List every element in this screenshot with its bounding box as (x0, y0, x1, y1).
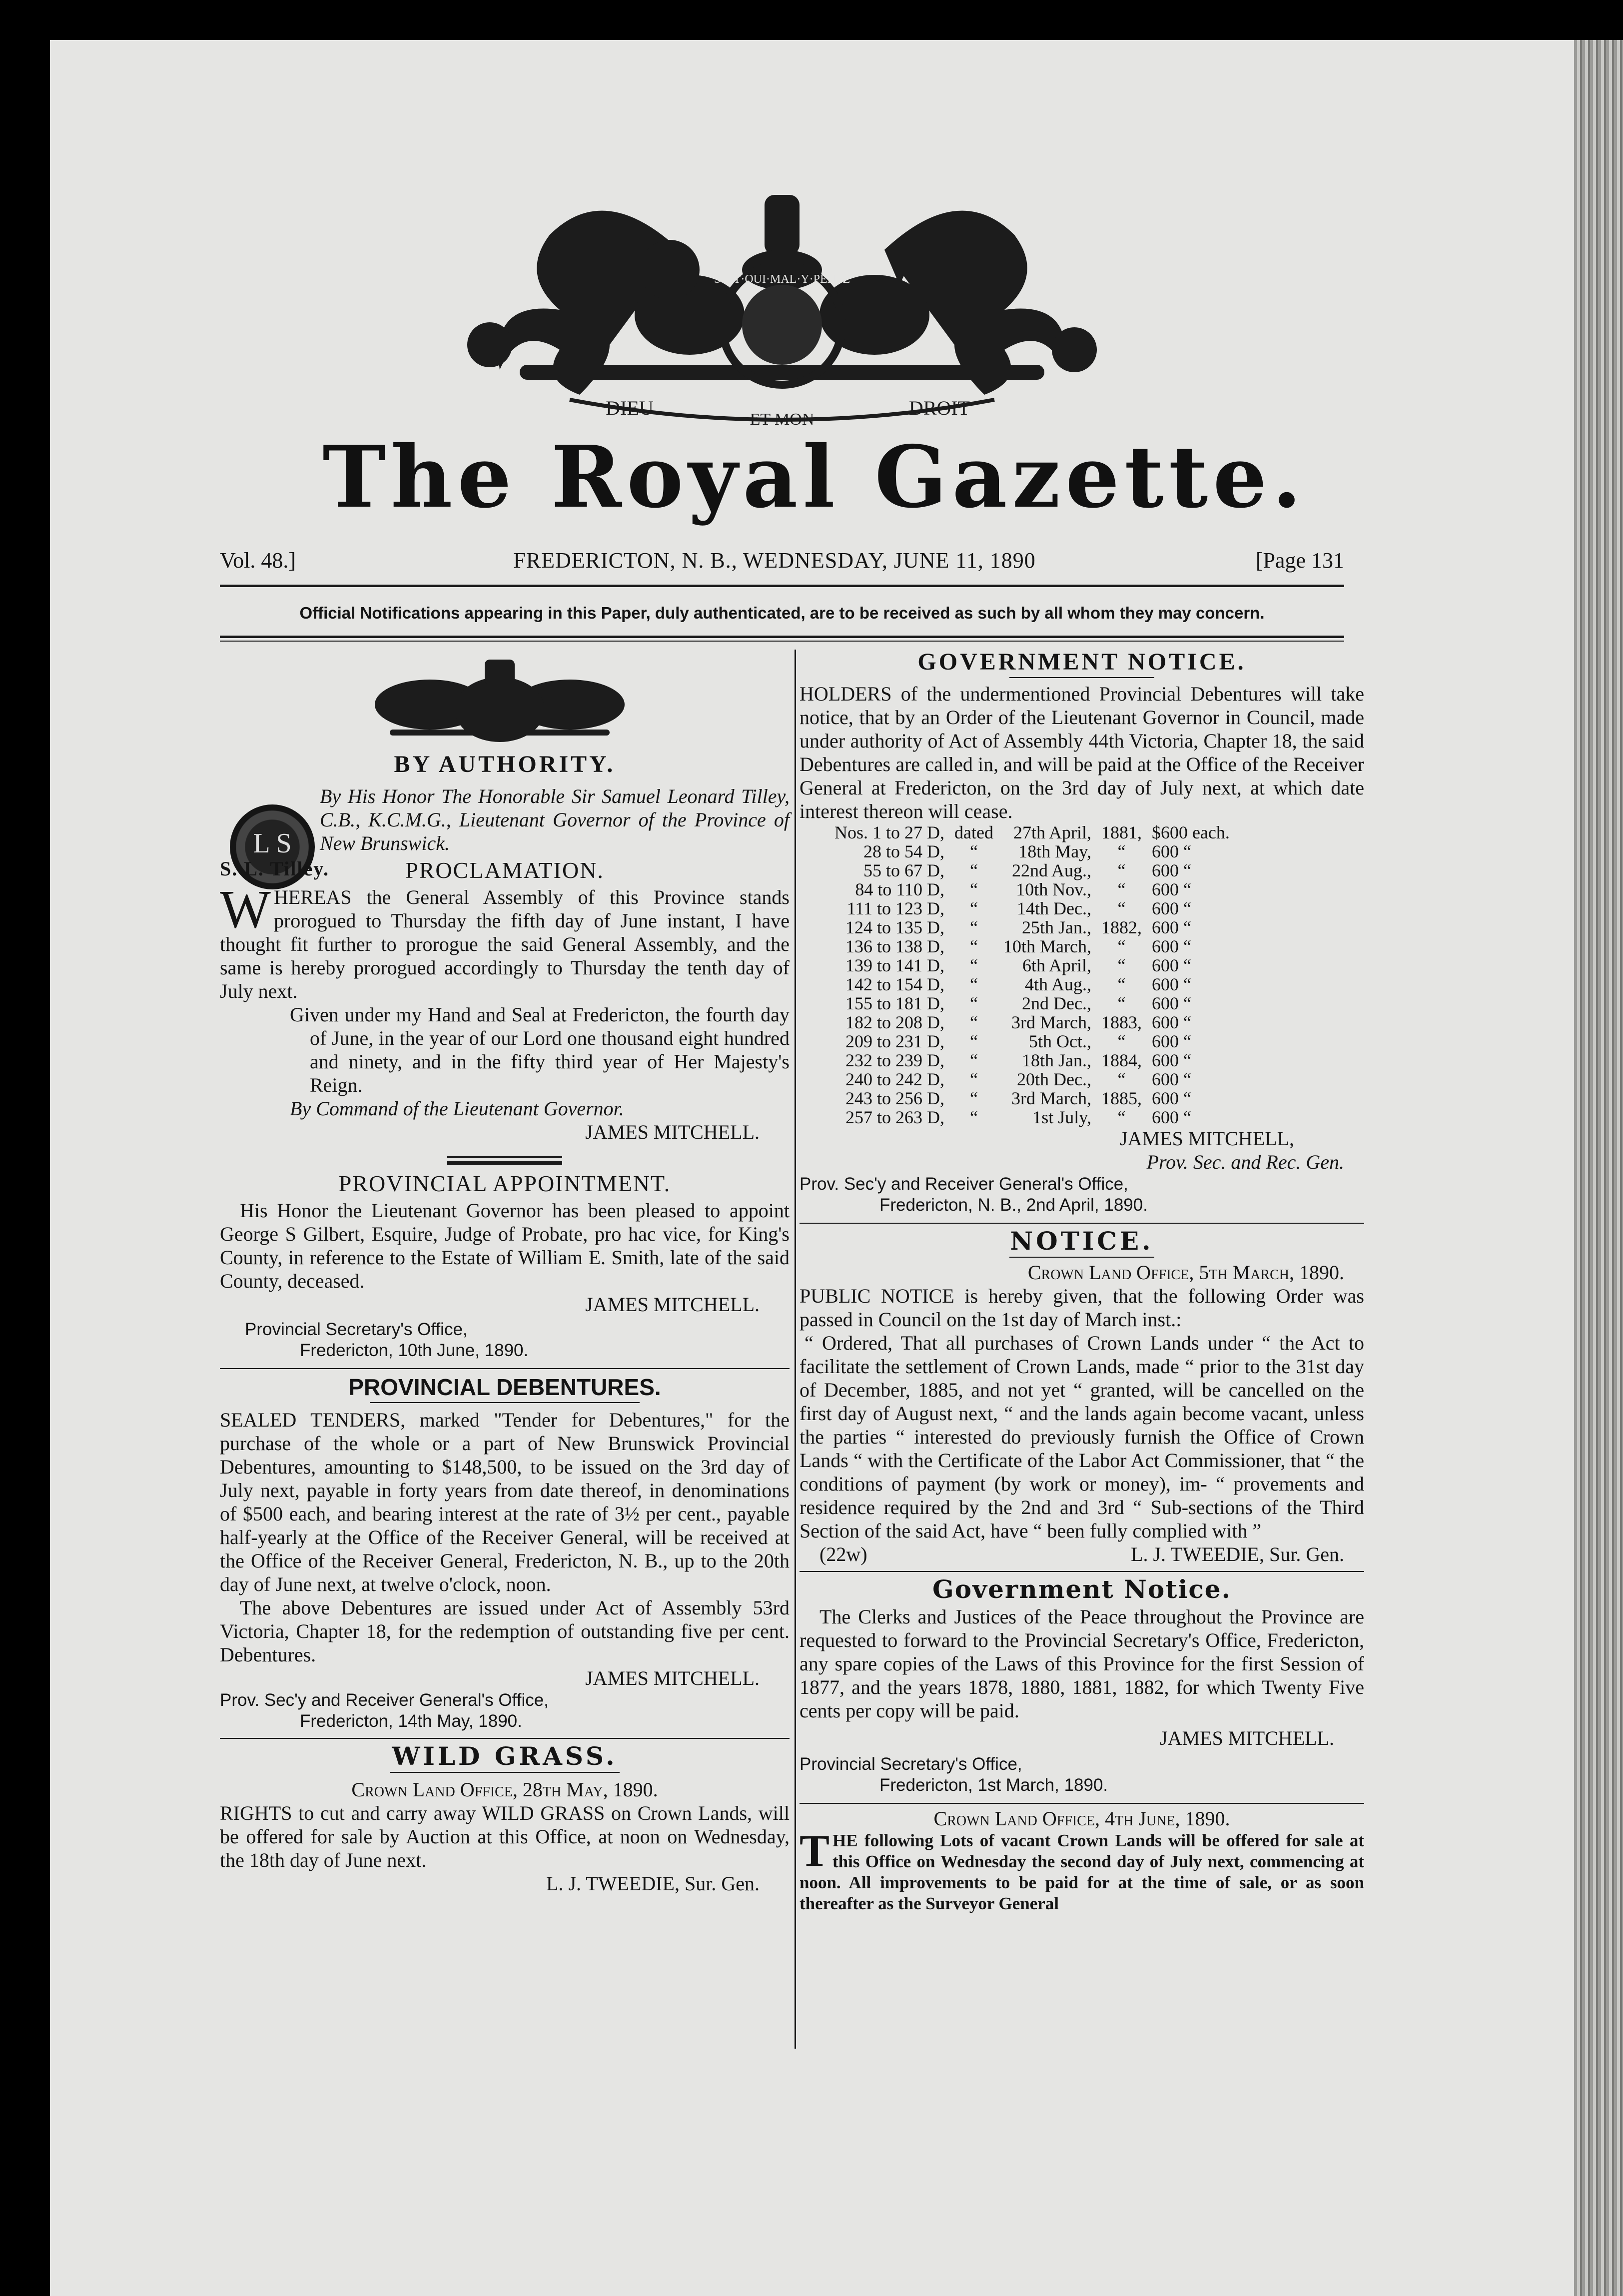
header-rule-bottom (220, 636, 1344, 638)
debenture-cell: “ (1117, 936, 1126, 956)
government-notice-office: Prov. Sec'y and Receiver General's Office, (800, 1174, 1128, 1194)
crest-motto-left: DIEU (606, 397, 654, 419)
debenture-cell: “ (970, 955, 978, 975)
wild-grass-signer: L. J. TWEEDIE, Sur. Gen. (546, 1872, 760, 1895)
seal-mark: L S (253, 828, 292, 859)
debenture-cell: 28 to 54 D, (863, 841, 945, 861)
wild-grass-body: RIGHTS to cut and carry away WILD GRASS on Crown Lands, will be offered for sale by Auction at this Office, at noon on Wednesday, the 18th day of June next. (220, 1802, 790, 1871)
page-stack-edge (1574, 40, 1623, 2296)
debenture-row (829, 937, 1235, 956)
government-notice-signer: JAMES MITCHELL, (1120, 1127, 1294, 1150)
governor-signature: S. L. Tilley. (220, 857, 330, 880)
debenture-cell: 1882, (1101, 917, 1142, 937)
debenture-cell: Nos. 1 to 27 D, (834, 822, 945, 842)
debenture-row (829, 1089, 1235, 1108)
debenture-cell: “ (970, 879, 978, 899)
debenture-cell: 124 to 135 D, (845, 917, 945, 937)
debenture-cell: 111 to 123 D, (846, 898, 945, 918)
debenture-cell: “ (970, 974, 978, 994)
page-number: [Page 131 (1255, 548, 1344, 573)
debenture-cell: 10th Nov., (1016, 879, 1091, 899)
debenture-cell: 600 “ (1151, 898, 1191, 918)
volume-number: Vol. 48.] (220, 548, 296, 573)
debentures-heading: PROVINCIAL DEBENTURES. (348, 1374, 661, 1400)
notice-intro: PUBLIC NOTICE is hereby given, that the following Order was passed in Council on the 1st day of March inst.: (800, 1285, 1364, 1331)
debenture-cell: 600 “ (1151, 841, 1191, 861)
debenture-cell: “ (970, 1012, 978, 1032)
lots-office: Crown Land Office, 4th June, 1890. (933, 1807, 1230, 1830)
debenture-cell: “ (1117, 860, 1126, 880)
debenture-cell: “ (970, 917, 978, 937)
debenture-cell: 84 to 110 D, (855, 879, 945, 899)
debenture-cell: 182 to 208 D, (845, 1012, 945, 1032)
debenture-cell: 1883, (1101, 1012, 1142, 1032)
header-rule (220, 585, 1344, 587)
debenture-row (829, 918, 1235, 937)
debenture-cell: 1884, (1101, 1050, 1142, 1070)
wild-grass-office: Crown Land Office, 28th May, 1890. (351, 1778, 658, 1801)
debenture-cell: 3rd March, (1011, 1012, 1091, 1032)
debenture-cell: 142 to 154 D, (845, 974, 945, 994)
header-rule-thin (220, 641, 1344, 642)
government-notice-2-date: Fredericton, 1st March, 1890. (879, 1775, 1108, 1795)
debenture-cell: 600 “ (1151, 879, 1191, 899)
by-authority-heading: BY AUTHORITY. (394, 751, 616, 777)
debenture-cell: 4th Aug., (1024, 974, 1091, 994)
debenture-cell: “ (970, 1031, 978, 1051)
debenture-cell: “ (970, 898, 978, 918)
debenture-cell: 243 to 256 D, (845, 1088, 945, 1108)
small-royal-arms-icon (360, 655, 640, 745)
debenture-cell: 600 “ (1151, 1069, 1191, 1089)
proclamation-heading: PROCLAMATION. (405, 857, 604, 883)
debenture-cell: 2nd Dec., (1021, 993, 1091, 1013)
proclamation-body: HEREAS the General Assembly of this Province stands prorogued to Thursday the fifth day of June instant, I have thought fit further to prorogue the said General Assembly, and the same is hereby prorogued accordingly to Thursday the tenth day of July next. (220, 886, 790, 1002)
official-notice-line: Official Notifications appearing in this Paper, duly authenticated, are to be received as such by all whom they may concern. (299, 604, 1265, 622)
debenture-row (829, 1108, 1235, 1127)
appointment-heading: PROVINCIAL APPOINTMENT. (338, 1171, 671, 1196)
debenture-row (829, 1032, 1235, 1051)
debenture-cell: “ (1117, 955, 1126, 975)
debenture-cell: 600 “ (1151, 1088, 1191, 1108)
debenture-cell: “ (1117, 1069, 1126, 1089)
debenture-row (829, 975, 1235, 994)
crest-motto-top: SOIT·QUI·MAL·Y·PENSE (714, 273, 850, 286)
debenture-cell: “ (1117, 993, 1126, 1013)
debentures-office: Prov. Sec'y and Receiver General's Office, (220, 1690, 549, 1710)
ornamental-rule (447, 1156, 562, 1165)
debenture-cell: 3rd March, (1011, 1088, 1091, 1108)
crest-motto-right: DROIT (908, 397, 970, 419)
crest-motto-mid: ET MON (750, 410, 814, 429)
debenture-cell: “ (970, 1088, 978, 1108)
debenture-cell: 1881, (1101, 822, 1142, 842)
debenture-row (829, 1051, 1235, 1070)
debenture-cell: 136 to 138 D, (845, 936, 945, 956)
debenture-cell: 18th May, (1018, 841, 1091, 861)
proclamation-signer: JAMES MITCHELL. (585, 1121, 760, 1143)
appointment-office: Provincial Secretary's Office, (245, 1320, 468, 1339)
debenture-cell: 139 to 141 D, (845, 955, 945, 975)
debenture-cell: 600 “ (1151, 993, 1191, 1013)
debenture-cell: 600 “ (1151, 974, 1191, 994)
notice-footer (800, 1542, 1364, 1566)
debenture-cell: “ (970, 1107, 978, 1127)
government-notice-2-signer: JAMES MITCHELL. (1160, 1727, 1334, 1749)
debenture-cell: $600 each. (1151, 822, 1230, 842)
debenture-cell: 600 “ (1151, 860, 1191, 880)
lots-body: HE following Lots of vacant Crown Lands will be offered for sale at this Office on Wednesday the second day of July next, commencing at noon. All improvements to be paid for at the time of sale, or as soon thereafter as the Surveyor General (800, 1831, 1364, 1913)
debenture-cell: 5th Oct., (1028, 1031, 1091, 1051)
government-notice-2-heading: Government Notice. (932, 1574, 1231, 1604)
authority-statement: By His Honor The Honorable Sir Samuel Leonard Tilley, C.B., K.C.M.G., Lieutenant Governor of the Province of New Brunswick. (320, 785, 790, 854)
debenture-cell: “ (1117, 1031, 1126, 1051)
debentures-table (829, 823, 1235, 1127)
wild-grass-heading: WILD GRASS. (392, 1741, 618, 1771)
debenture-cell: 600 “ (1151, 1050, 1191, 1070)
debenture-cell: “ (1117, 879, 1126, 899)
debenture-cell: “ (1117, 974, 1126, 994)
left-column (220, 750, 790, 1895)
debenture-cell: “ (970, 993, 978, 1013)
debenture-cell: 155 to 181 D, (845, 993, 945, 1013)
government-notice-heading: GOVERNMENT NOTICE. (917, 649, 1246, 675)
debentures-signer: JAMES MITCHELL. (585, 1667, 760, 1689)
debenture-cell: 600 “ (1151, 917, 1191, 937)
debenture-cell: 27th April, (1013, 822, 1091, 842)
debenture-row (829, 899, 1235, 918)
debenture-cell: “ (1117, 841, 1126, 861)
debenture-cell: 600 “ (1151, 936, 1191, 956)
debenture-cell: 55 to 67 D, (863, 860, 945, 880)
debenture-row (829, 956, 1235, 975)
notice-heading: NOTICE. (1010, 1226, 1154, 1256)
debenture-cell: 20th Dec., (1016, 1069, 1091, 1089)
debenture-row (829, 842, 1235, 861)
debenture-row (829, 823, 1235, 842)
debenture-cell: “ (970, 860, 978, 880)
column-divider (795, 650, 796, 2049)
debenture-cell: 600 “ (1151, 1107, 1191, 1127)
debentures-body: SEALED TENDERS, marked "Tender for Debentures," for the purchase of the whole or a part of New Brunswick Provincial Debentures, amounting to $148,500, to be issued on the 3rd day of July next, payable in forty years from date thereof, in denominations of $500 each, and bearing interest at the rate of 3½ per cent., payable half-yearly at the Office of the Receiver General, will be received at the Office of the Receiver General, Fredericton, N. B., up to the 20th day of June next, at twelve o'clock, noon. (220, 1409, 790, 1595)
debenture-cell: 600 “ (1151, 1012, 1191, 1032)
debenture-cell: 257 to 263 D, (845, 1107, 945, 1127)
appointment-date: Fredericton, 10th June, 1890. (300, 1341, 529, 1360)
debenture-cell: “ (1117, 898, 1126, 918)
notice-reference: (22w) (819, 1543, 867, 1565)
debenture-row (829, 861, 1235, 880)
debenture-cell: 25th Jan., (1021, 917, 1091, 937)
debenture-cell: 1st July, (1032, 1107, 1091, 1127)
notice-office: Crown Land Office, 5th March, 1890. (1027, 1261, 1344, 1284)
debenture-cell: “ (970, 936, 978, 956)
debenture-cell: 22nd Aug., (1011, 860, 1091, 880)
debenture-row (829, 994, 1235, 1013)
notice-order: “ Ordered, That all purchases of Crown Lands under “ the Act to facilitate the settlement of Crown Lands, made “ prior to the 31st day of December, 1885, and not yet “ granted, will be cancelled on the first day of August next, “ and the lands again become vacant, unless the parties “ interested do previously furnish the Office of Crown Lands “ with the Certificate of the Labor Act Commissioner, that “ the conditions of payment (by work or money), im- “ provements and residence required by the 2nd and 3rd “ Sub-sections of the Third Section of the said Act, have “ been fully complied with ” (800, 1332, 1364, 1542)
debentures-date: Fredericton, 14th May, 1890. (300, 1711, 522, 1731)
royal-coat-of-arms (420, 165, 1144, 445)
lots-dropcap: T (800, 1826, 830, 1876)
government-notice-date: Fredericton, N. B., 2nd April, 1890. (879, 1195, 1148, 1215)
government-notice-signer-title: Prov. Sec. and Rec. Gen. (1146, 1151, 1344, 1173)
debenture-cell: 18th Jan., (1021, 1050, 1091, 1070)
debenture-cell: 6th April, (1022, 955, 1091, 975)
debenture-cell: “ (970, 841, 978, 861)
government-notice-body: HOLDERS of the undermentioned Provincial Debentures will take notice, that by an Order of the Lieutenant Governor in Council, made under authority of Act of Assembly 44th Victoria, Chapter 18, the said Debentures are called in, and will be paid at the Office of the Receiver General at Fredericton, on the 3rd day of July next, at which date interest thereon will cease. (800, 683, 1364, 822)
debenture-cell: 240 to 242 D, (845, 1069, 945, 1089)
debenture-cell: 600 “ (1151, 1031, 1191, 1051)
notice-signer: L. J. TWEEDIE, Sur. Gen. (1131, 1543, 1344, 1565)
dateline: FREDERICTON, N. B., WEDNESDAY, JUNE 11, 1890 (513, 548, 1036, 573)
debenture-row (829, 880, 1235, 899)
debenture-row (829, 1013, 1235, 1032)
debenture-row (829, 1070, 1235, 1089)
debenture-cell: “ (970, 1050, 978, 1070)
proclamation-command: By Command of the Lieutenant Governor. (290, 1097, 624, 1120)
government-notice-2-office: Provincial Secretary's Office, (800, 1754, 1022, 1774)
debenture-cell: 1885, (1101, 1088, 1142, 1108)
appointment-signer: JAMES MITCHELL. (585, 1293, 760, 1316)
debenture-cell: 600 “ (1151, 955, 1191, 975)
debenture-cell: 209 to 231 D, (845, 1031, 945, 1051)
debenture-cell: 232 to 239 D, (845, 1050, 945, 1070)
government-notice-2-body: The Clerks and Justices of the Peace throughout the Province are requested to forward to the Provincial Secretary's Office, Fredericton, any spare copies of the Laws of this Province for the first Session of 1877, and the years 1878, 1880, 1881, 1882, for which Twenty Five cents per copy will be paid. (800, 1605, 1364, 1722)
debenture-cell: 10th March, (1003, 936, 1091, 956)
debenture-cell: dated (954, 822, 993, 842)
proclamation-given: Given under my Hand and Seal at Fredericton, the fourth day of June, in the year of our Lord one thousand eight hundred and ninety, and in the fifty third year of Her Majesty's Reign. (290, 1003, 790, 1096)
debenture-cell: “ (970, 1069, 978, 1089)
debenture-cell: 14th Dec., (1016, 898, 1091, 918)
debenture-cell: “ (1117, 1107, 1126, 1127)
proclamation-dropcap: W (220, 880, 271, 939)
newspaper-title: The Royal Gazette. (322, 427, 1307, 527)
appointment-body: His Honor the Lieutenant Governor has been pleased to appoint George S Gilbert, Esquire, Judge of Probate, pro hac vice, for King's County, in reference to the Estate of William E. Smith, late of the said County, deceased. (220, 1199, 790, 1292)
debentures-note: The above Debentures are issued under Act of Assembly 53rd Victoria, Chapter 18, for the redemption of outstanding five per cent. Debentures. (220, 1596, 790, 1666)
right-column (800, 647, 1364, 1914)
